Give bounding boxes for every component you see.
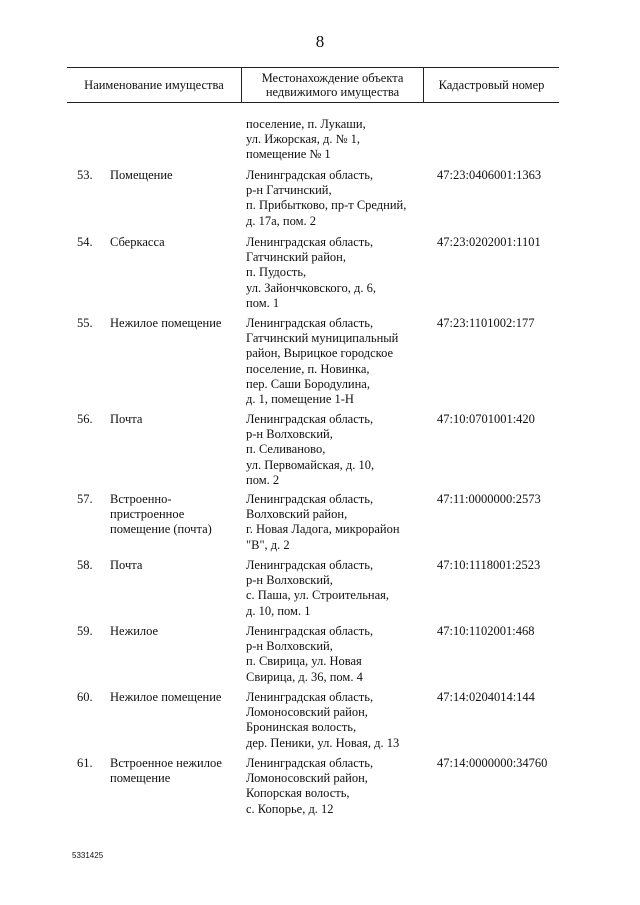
row-name: Нежилое <box>110 624 159 638</box>
row-location: Ленинградская область, Ломоносовский район, Бронинская волость, дер. Пеники, ул. Новая, д. 13 <box>246 690 400 750</box>
row-number: 59. <box>77 624 93 638</box>
row-cadastral: 47:11:0000000:2573 <box>437 492 541 506</box>
row-number: 55. <box>77 316 93 330</box>
row-location: поселение, п. Лукаши, ул. Ижорская, д. № 1, помещение № 1 <box>246 117 366 162</box>
row-location: Ленинградская область, р-н Волховский, с. Паша, ул. Строительная, д. 10, пом. 1 <box>246 558 390 618</box>
row-cadastral: 47:23:0202001:1101 <box>437 235 541 249</box>
row-name: Встроенное нежилое помещение <box>110 756 222 786</box>
row-number: 58. <box>77 558 93 572</box>
row-cadastral: 47:10:0701001:420 <box>437 412 535 426</box>
header-name: Наименование имущества <box>84 78 224 92</box>
row-name: Нежилое помещение <box>110 316 222 330</box>
row-location: Ленинградская область, Ломоносовский район, Копорская волость, с. Копорье, д. 12 <box>246 756 374 816</box>
page-number: 8 <box>315 32 325 51</box>
row-location: Ленинградская область, Волховский район, г. Новая Ладога, микрорайон "В", д. 2 <box>246 492 400 552</box>
row-name: Нежилое помещение <box>110 690 222 704</box>
row-cadastral: 47:23:1101002:177 <box>437 316 535 330</box>
row-name: Почта <box>110 558 143 572</box>
row-cadastral: 47:10:1102001:468 <box>437 624 535 638</box>
row-cadastral: 47:10:1118001:2523 <box>437 558 541 572</box>
row-number: 53. <box>77 168 93 182</box>
document-code: 5331425 <box>72 851 104 860</box>
row-location: Ленинградская область, Гатчинский муниципальный район, Вырицкое городское поселение, п. Новинка, пер. Саши Бородулина, д. 1, помещение 1-Н <box>246 316 399 407</box>
property-table <box>67 67 559 816</box>
row-number: 56. <box>77 412 93 426</box>
row-location: Ленинградская область, р-н Гатчинский, п. Прибытково, пр-т Средний, д. 17а, пом. 2 <box>246 168 407 228</box>
row-number: 60. <box>77 690 93 704</box>
row-number: 57. <box>77 492 93 506</box>
row-location: Ленинградская область, р-н Волховский, п. Свирица, ул. Новая Свирица, д. 36, пом. 4 <box>246 624 374 684</box>
row-name: Помещение <box>110 168 173 182</box>
header-location: Местонахождение объекта недвижимого имущества <box>261 71 404 99</box>
row-cadastral: 47:14:0204014:144 <box>437 690 535 704</box>
row-number: 54. <box>77 235 93 249</box>
header-cadastral: Кадастровый номер <box>438 78 545 92</box>
row-location: Ленинградская область, Гатчинский район, п. Пудость, ул. Зайончковского, д. 6, пом. 1 <box>246 235 376 310</box>
table-header <box>67 67 559 103</box>
row-location: Ленинградская область, р-н Волховский, п. Селиваново, ул. Первомайская, д. 10, пом. 2 <box>246 412 375 487</box>
row-cadastral: 47:14:0000000:34760 <box>437 756 548 770</box>
row-name: Сберкасса <box>110 235 165 249</box>
row-name: Почта <box>110 412 143 426</box>
row-cadastral: 47:23:0406001:1363 <box>437 168 542 182</box>
row-number: 61. <box>77 756 93 770</box>
row-name: Встроенно- пристроенное помещение (почта) <box>110 492 212 537</box>
